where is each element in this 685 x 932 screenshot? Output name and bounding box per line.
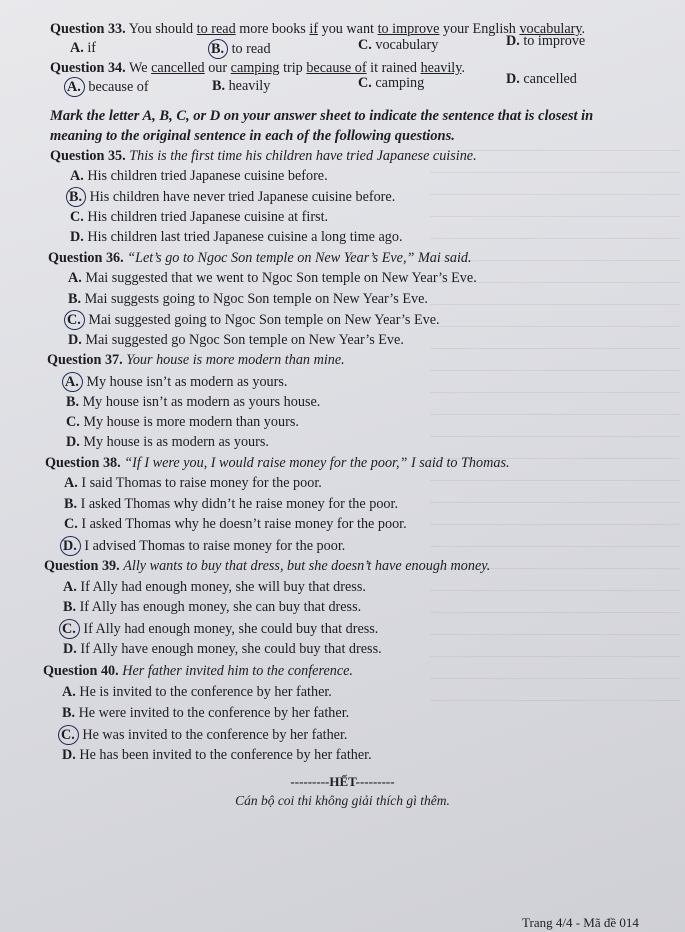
question-40: Question 40. Her father invited him to the conference.: [43, 663, 353, 679]
q39-option-a: A. If Ally had enough money, she will buy that dress.: [63, 579, 366, 595]
q40-option-c: C. He was invited to the conference by her father.: [62, 725, 347, 745]
q37-option-b: B. My house isn’t as modern as yours house.: [66, 394, 321, 410]
question-37: Question 37. Your house is more modern than mine.: [47, 352, 345, 368]
instruction-line-1: Mark the letter A, B, C, or D on your answer sheet to indicate the sentence that is closest in: [50, 108, 594, 124]
q38-option-b: B. I asked Thomas why didn’t he raise money for the poor.: [64, 496, 399, 512]
answer-circle: B.: [208, 39, 228, 59]
q35-option-a: A. His children tried Japanese cuisine before.: [70, 168, 328, 184]
q35-option-c: C. His children tried Japanese cuisine at first.: [70, 209, 329, 225]
q34-option-d: D. cancelled: [506, 71, 577, 87]
q38-option-a: A. I said Thomas to raise money for the poor.: [64, 475, 322, 491]
q36-option-b: B. Mai suggests going to Ngoc Son temple on New Year’s Eve.: [68, 291, 428, 307]
question-33: Question 33. You should to read more books if you want to improve your English vocabulary.: [50, 21, 586, 37]
q33-option-a: A. if: [70, 40, 97, 56]
answer-circle: B.: [66, 187, 86, 207]
q39-option-b: B. If Ally has enough money, she can buy that dress.: [63, 599, 362, 615]
answer-circle: D.: [60, 536, 81, 556]
q34-option-b: B. heavily: [212, 78, 271, 94]
q38-option-c: C. I asked Thomas why he doesn’t raise money for the poor.: [64, 516, 407, 532]
q37-option-d: D. My house is as modern as yours.: [66, 434, 269, 450]
instruction-line-2: meaning to the original sentence in each of the following questions.: [50, 128, 455, 144]
q37-option-c: C. My house is more modern than yours.: [66, 414, 299, 430]
show-through-texture: [430, 150, 680, 710]
q39-option-d: D. If Ally have enough money, she could buy that dress.: [63, 641, 382, 657]
q36-option-c: C. Mai suggested going to Ngoc Son temple on New Year’s Eve.: [68, 310, 440, 330]
page-footer: Trang 4/4 - Mã đề 014: [522, 915, 639, 930]
q38-option-d: D. I advised Thomas to raise money for the poor.: [64, 536, 345, 556]
answer-circle: A.: [62, 372, 83, 392]
q39-option-c: C. If Ally had enough money, she could buy that dress.: [63, 619, 378, 639]
q36-option-d: D. Mai suggested go Ngoc Son temple on New Year’s Eve.: [68, 332, 404, 348]
q40-option-b: B. He were invited to the conference by her father.: [62, 705, 350, 721]
question-34: Question 34. We cancelled our camping trip because of it rained heavily.: [50, 60, 465, 76]
question-35: Question 35. This is the first time his children have tried Japanese cuisine.: [50, 148, 477, 164]
q33-option-b: B. to read: [212, 39, 271, 59]
q40-option-a: A. He is invited to the conference by her father.: [62, 684, 332, 700]
answer-circle: C.: [58, 725, 79, 745]
question-38: Question 38. “If I were you, I would raise money for the poor,” I said to Thomas.: [45, 455, 510, 471]
q34-option-a: A. because of: [68, 77, 149, 97]
q35-option-b: B. His children have never tried Japanese cuisine before.: [70, 187, 395, 207]
end-mark: ---------HẾT---------: [290, 774, 395, 789]
q35-option-d: D. His children last tried Japanese cuisine a long time ago.: [70, 229, 403, 245]
question-39: Question 39. Ally wants to buy that dress, but she doesn’t have enough money.: [44, 558, 491, 574]
answer-circle: A.: [64, 77, 85, 97]
proctor-note: Cán bộ coi thi không giải thích gì thêm.: [235, 793, 450, 808]
q36-option-a: A. Mai suggested that we went to Ngoc Son temple on New Year’s Eve.: [68, 270, 477, 286]
q33-option-d: D. to improve: [506, 33, 586, 49]
answer-circle: C.: [59, 619, 80, 639]
q37-option-a: A. My house isn’t as modern as yours.: [66, 372, 287, 392]
q40-option-d: D. He has been invited to the conference by her father.: [62, 747, 372, 763]
answer-circle: C.: [64, 310, 85, 330]
q34-option-c: C. camping: [358, 75, 425, 91]
question-36: Question 36. “Let’s go to Ngoc Son temple on New Year’s Eve,” Mai said.: [48, 250, 472, 266]
q33-option-c: C. vocabulary: [358, 37, 439, 53]
